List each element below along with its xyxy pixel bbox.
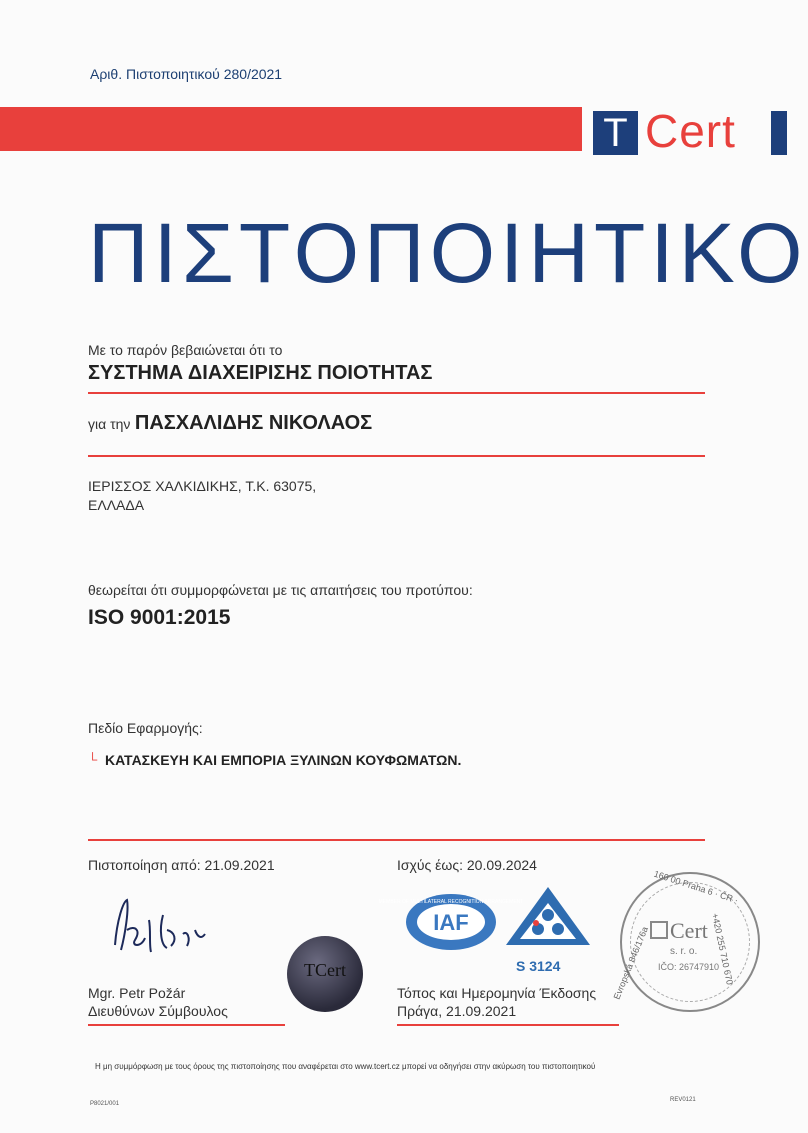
svg-text:IAF: IAF bbox=[433, 910, 469, 935]
company-line bbox=[88, 412, 372, 435]
accreditation-logo bbox=[502, 883, 594, 963]
address-line-2: ΕΛΛΑΔΑ bbox=[88, 497, 145, 513]
embossed-seal bbox=[287, 936, 363, 1012]
issue-place-date: Πράγα, 21.09.2021 bbox=[397, 1003, 517, 1019]
disclaimer: Η μη συμμόρφωση με τους όρους της πιστοποίησης που αναφέρεται στο www.tcert.cz μπορεί να οδηγήσει στην ακύρωση του πιστοποιητικού bbox=[95, 1062, 596, 1071]
valid-until: Ισχύς έως: 20.09.2024 bbox=[397, 857, 537, 873]
stamp-center bbox=[650, 918, 708, 944]
revision: REV0121 bbox=[670, 1097, 696, 1103]
for-prefix: για την bbox=[88, 416, 131, 432]
management-system: ΣΥΣΤΗΜΑ ΔΙΑΧΕΙΡΙΣΗΣ ΠΟΙΟΤΗΤΑΣ bbox=[88, 362, 433, 384]
divider-signature bbox=[88, 1024, 285, 1026]
stamp-top-text: 160 00 Praha 6 · ČR · bbox=[652, 868, 740, 906]
stamp-sro: s. r. o. bbox=[670, 946, 698, 957]
issue-label: Τόπος και Ημερομηνία Έκδοσης bbox=[397, 985, 597, 1001]
certificate-number: Αριθ. Πιστοποιητικού 280/2021 bbox=[90, 66, 283, 82]
divider-2 bbox=[88, 455, 705, 457]
address-line-1: ΙΕΡΙΣΣΟΣ ΧΑΛΚΙΔΙΚΗΣ, Τ.Κ. 63075, bbox=[88, 478, 317, 494]
round-stamp bbox=[611, 868, 760, 1012]
scope-bullet-icon: └ bbox=[88, 752, 98, 767]
stamp-right-text: +420 255 710 670 bbox=[709, 912, 735, 986]
certified-from: Πιστοποίηση από: 21.09.2021 bbox=[88, 857, 275, 873]
logo-cert-text: Cert bbox=[645, 105, 736, 157]
signature-image bbox=[105, 890, 225, 965]
svg-text:MEMBER OF MULTILATERAL RECOGNI: MEMBER OF MULTILATERAL RECOGNITION ARRANGEMENT bbox=[378, 899, 524, 905]
logo-t-box: T bbox=[593, 111, 638, 155]
form-code: P8021/001 bbox=[90, 1101, 120, 1107]
divider-3 bbox=[88, 839, 705, 841]
company-name: ΠΑΣΧΑΛΙΔΗΣ ΝΙΚΟΛΑΟΣ bbox=[134, 412, 373, 434]
intro-text: Με το παρόν βεβαιώνεται ότι το bbox=[88, 342, 283, 358]
stamp-ico: IČO: 26747910 bbox=[658, 962, 720, 972]
standard-name: ISO 9001:2015 bbox=[88, 606, 231, 629]
red-header-bar bbox=[0, 107, 582, 151]
signatory-name: Mgr. Petr Požár bbox=[88, 985, 186, 1001]
divider-1 bbox=[88, 392, 705, 394]
stamp-cert-text: Cert bbox=[670, 918, 708, 943]
divider-issue bbox=[397, 1024, 619, 1026]
seal-text: TCert bbox=[304, 960, 346, 980]
conformity-text: θεωρείται ότι συμμορφώνεται με τις απαιτήσεις του προτύπου: bbox=[88, 582, 473, 598]
accreditation-code: S 3124 bbox=[516, 958, 561, 974]
stamp-box-icon bbox=[650, 921, 668, 939]
certificate-title: ΠΙΣΤΟΠΟΙΗΤΙΚΟ bbox=[88, 206, 808, 300]
iaf-logo bbox=[378, 892, 524, 952]
scope-label: Πεδίο Εφαρμογής: bbox=[88, 720, 203, 736]
stamp-left-text: Evropská 846/176a bbox=[611, 925, 650, 1001]
logo-blue-strip bbox=[771, 111, 787, 155]
scope-text: ΚΑΤΑΣΚΕΥΗ ΚΑΙ ΕΜΠΟΡΙΑ ΞΥΛΙΝΩΝ ΚΟΥΦΩΜΑΤΩΝ. bbox=[105, 752, 462, 768]
signatory-title: Διευθύνων Σύμβουλος bbox=[88, 1003, 228, 1019]
